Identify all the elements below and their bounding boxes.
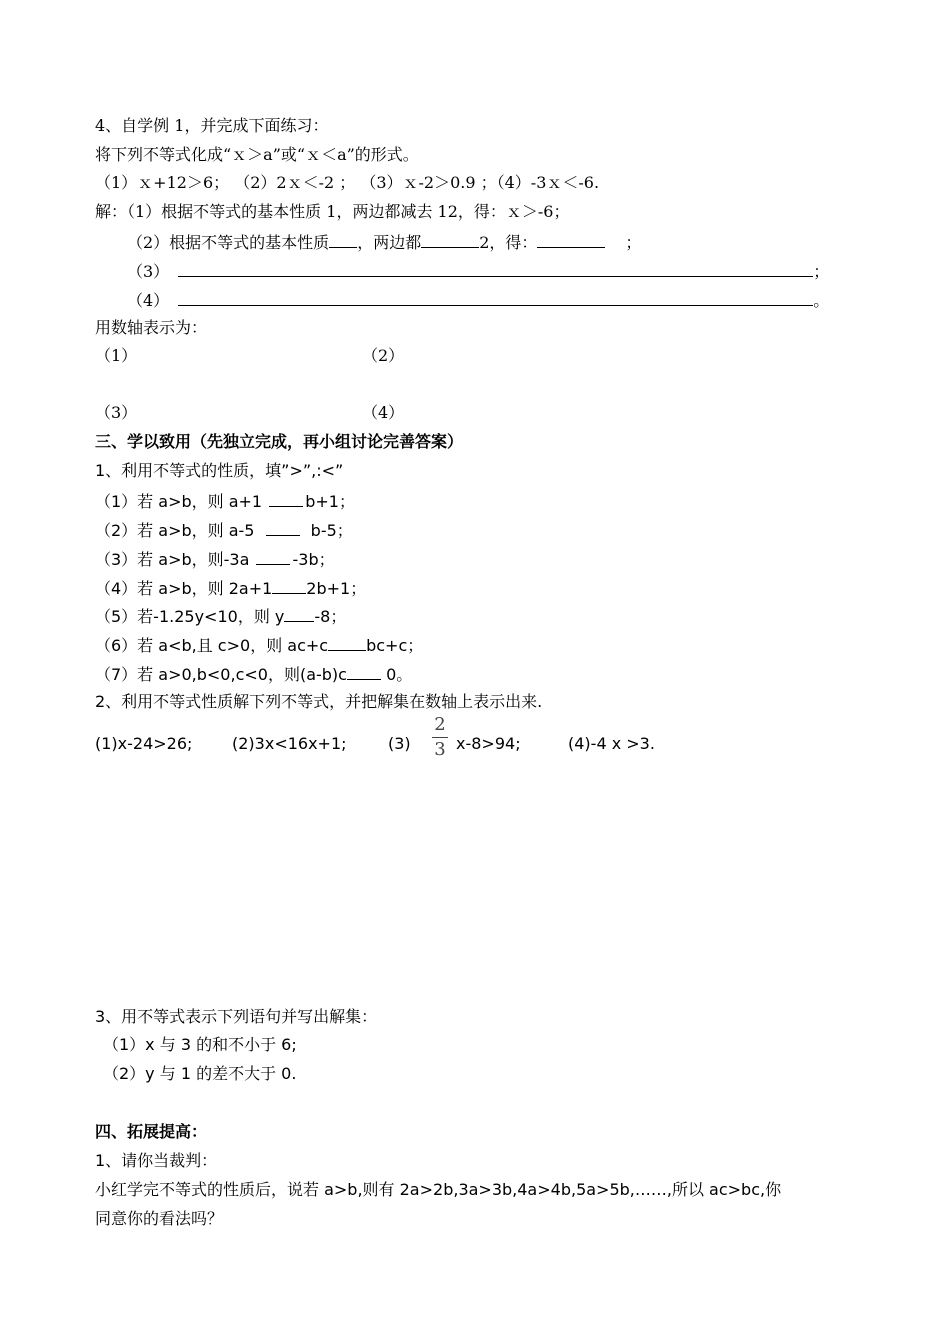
blank[interactable]: [256, 548, 290, 565]
fill-item-tail: 2b+1；: [306, 579, 367, 598]
fill-item-text: （2）若 a>b，则 a-5: [95, 521, 260, 540]
fraction-denominator: 3: [434, 739, 446, 760]
inequality-2: (2)3x<16x+1;: [232, 734, 347, 753]
blank[interactable]: [272, 577, 306, 594]
question-3: 3、用不等式表示下列语句并写出解集：: [95, 1007, 378, 1026]
axis-title: 用数轴表示为：: [95, 318, 208, 337]
solution-1: 解：（1）根据不等式的基本性质 1，两边都减去 12，得：ｘ＞-6；: [95, 202, 570, 221]
section-3-heading: 三、学以致用（先独立完成，再小组讨论完善答案）: [95, 432, 464, 451]
blank[interactable]: [329, 231, 357, 248]
instruction: 将下列不等式化成“ｘ＞a”或“ｘ＜a”的形式。: [95, 145, 419, 164]
fill-item-text: （5）若-1.25y<10，则 y: [95, 607, 285, 626]
blank[interactable]: [269, 490, 303, 507]
solution-2-text-c: 2，得：: [479, 233, 538, 252]
fill-item: [95, 577, 366, 599]
fill-item-tail: b+1；: [305, 492, 355, 511]
solution-3-label: （3）: [127, 262, 170, 281]
answer-line[interactable]: [178, 289, 813, 306]
fill-item-tail: bc+c；: [366, 636, 424, 655]
fill-item-text: （6）若 a<b,且 c>0，则 ac+c: [95, 636, 329, 655]
fill-item-tail: -3b；: [292, 550, 335, 569]
fraction-bar: [432, 737, 448, 738]
axis-label-4: （4）: [362, 403, 405, 422]
section-4-heading: 四、拓展提高：: [95, 1122, 208, 1141]
fill-item-tail: b-5；: [305, 521, 353, 540]
fill-item-text: （7）若 a>0,b<0,c<0，则(a-b)c: [95, 665, 347, 684]
inequality-3-label: (3): [388, 734, 411, 753]
fraction-two-thirds: [430, 714, 450, 761]
fill-item: [95, 605, 346, 627]
solution-4-end: 。: [813, 291, 830, 310]
axis-label-3: （3）: [95, 403, 138, 422]
exercise-heading: 4、自学例 1，并完成下面练习：: [95, 116, 329, 135]
solution-2-text-a: （2）根据不等式的基本性质: [127, 233, 330, 252]
inequality-4: (4)-4 x >3.: [568, 734, 655, 753]
blank[interactable]: [347, 663, 381, 680]
question-judge: 1、请你当裁判：: [95, 1151, 218, 1170]
fill-item: [95, 548, 335, 570]
fill-item-tail: 0。: [380, 665, 413, 684]
solution-2: [127, 231, 641, 253]
solution-4: [127, 289, 829, 311]
question-3-item-1: （1）x 与 3 的和不小于 6;: [103, 1035, 297, 1054]
judge-text-line-2: 同意你的看法吗？: [95, 1209, 224, 1228]
fill-item-text: （1）若 a>b，则 a+1: [95, 492, 268, 511]
blank[interactable]: [266, 519, 300, 536]
inequality-1: (1)x-24>26;: [95, 734, 193, 753]
fill-item: [95, 519, 353, 541]
solution-4-label: （4）: [127, 291, 170, 310]
inequality-3-rest: x-8>94;: [456, 734, 521, 753]
solution-2-text-d: ；: [625, 233, 642, 252]
axis-label-1: （1）: [95, 346, 138, 365]
solution-3-end: ；: [813, 262, 830, 281]
question-2: 2、利用不等式性质解下列不等式，并把解集在数轴上表示出来.: [95, 692, 543, 711]
solution-3: [127, 260, 829, 282]
fill-item: [95, 634, 423, 656]
blank[interactable]: [328, 634, 366, 651]
fill-item: [95, 490, 355, 512]
answer-line[interactable]: [178, 260, 813, 277]
question-3-item-2: （2）y 与 1 的差不大于 0.: [103, 1064, 297, 1083]
judge-text-line-1: 小红学完不等式的性质后，说若 a>b,则有 2a>2b,3a>3b,4a>4b,5a>5b,……,所以 ac>bc,你: [95, 1180, 782, 1199]
blank[interactable]: [537, 231, 605, 248]
blank[interactable]: [421, 231, 479, 248]
fraction-numerator: 2: [434, 714, 446, 735]
blank[interactable]: [284, 605, 314, 622]
problem-list: （1）ｘ+12＞6； （2）2ｘ＜-2 ； （3）ｘ-2＞0.9 ；（4）-3ｘ＜-6.: [95, 173, 600, 192]
fill-item: [95, 663, 412, 685]
fill-item-text: （3）若 a>b，则-3a: [95, 550, 255, 569]
solution-2-text-b: ，两边都: [357, 233, 422, 252]
fill-item-tail: -8；: [314, 607, 347, 626]
axis-label-2: （2）: [362, 346, 405, 365]
fill-item-text: （4）若 a>b，则 2a+1: [95, 579, 273, 598]
question-1: 1、利用不等式的性质，填”>”,:<”: [95, 461, 344, 480]
